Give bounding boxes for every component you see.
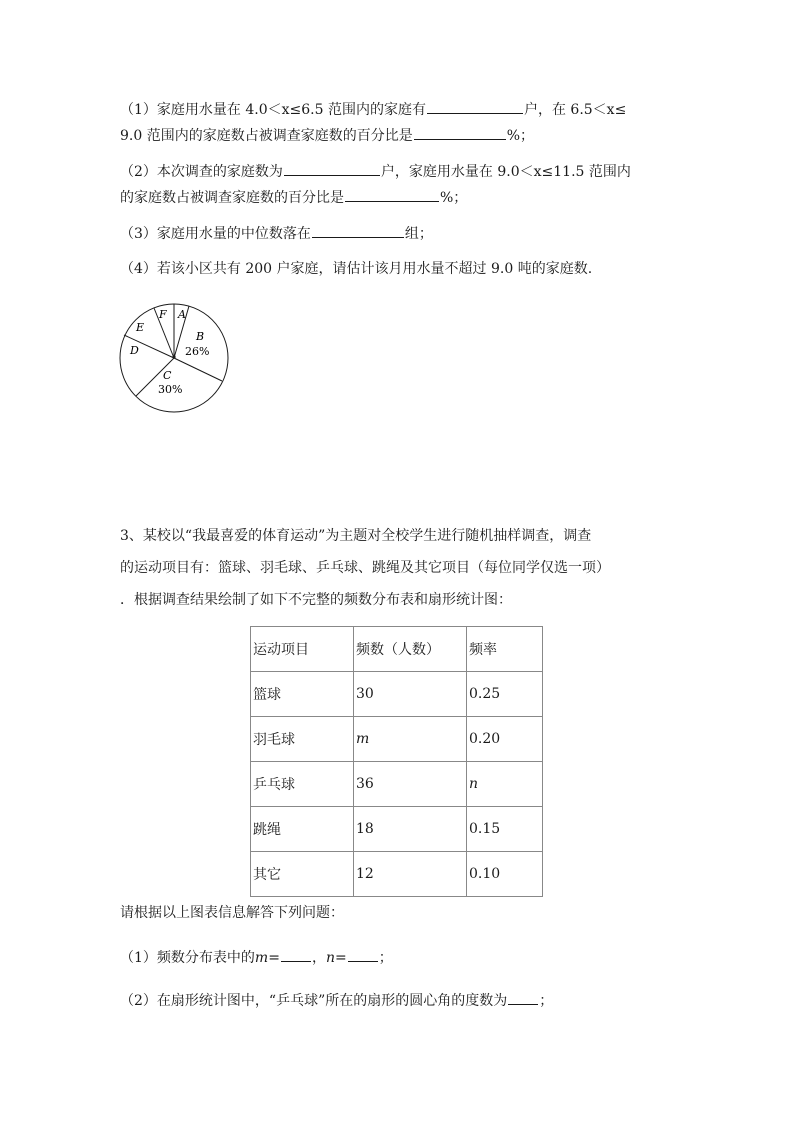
answer-blank[interactable]	[348, 946, 378, 962]
q2-part4-line	[120, 259, 680, 279]
pie-label-f: F	[159, 308, 167, 321]
q3-sub1-line	[120, 946, 680, 968]
equals-sign: =	[334, 950, 347, 966]
table-header-row	[251, 627, 543, 672]
q3-sub2-text: （2）在扇形统计图中，“乒乓球”所在的扇形的圆心角的度数为	[120, 993, 508, 1009]
q3-intro-text-3: ．根据调查结果绘制了如下不完整的频数分布表和扇形统计图：	[120, 592, 512, 608]
answer-blank[interactable]	[281, 946, 311, 962]
q2-part4-text: （4）若该小区共有 200 户家庭，请估计该月用水量不超过 9.0 吨的家庭数.	[120, 261, 593, 277]
q3-intro-line3	[120, 590, 680, 610]
q2-part3-text-b: 组；	[404, 226, 433, 242]
semicolon: ；	[539, 993, 554, 1009]
table-cell: m	[354, 717, 467, 762]
q2-part3-text-a: （3）家庭用水量的中位数落在	[120, 226, 311, 242]
table-row	[251, 762, 543, 807]
pie-label-c: C	[163, 369, 172, 382]
pie-chart-figure	[118, 302, 230, 414]
table-cell: 36	[354, 762, 467, 807]
table-cell: 羽毛球	[251, 717, 354, 762]
q2-part3-line	[120, 222, 680, 244]
answer-blank[interactable]	[312, 222, 404, 238]
q2-part1-line1	[120, 98, 680, 120]
table-cell: 0.25	[467, 672, 543, 717]
answer-blank[interactable]	[345, 186, 439, 202]
table-header-cell: 运动项目	[251, 627, 354, 672]
table-cell: 0.10	[467, 852, 543, 897]
table-cell: 12	[354, 852, 467, 897]
q2-part1-text-d: %；	[506, 128, 535, 144]
q2-part2-text-a: （2）本次调查的家庭数为	[120, 164, 283, 180]
q2-part2-text-c: 的家庭数占被调查家庭数的百分比是	[120, 190, 344, 206]
variable-m: m	[254, 950, 269, 966]
table-cell: n	[467, 762, 543, 807]
equals-sign: =	[268, 950, 280, 966]
pie-label-b: B	[196, 330, 205, 343]
q3-prompt-text: 请根据以上图表信息解答下列问题：	[120, 905, 344, 921]
q3-intro-line2	[120, 558, 680, 578]
q2-part1-text-a: （1）家庭用水量在 4.0＜x≤6.5 范围内的家庭有	[120, 102, 426, 118]
q2-part2-text-b: 户，家庭用水量在 9.0＜x≤11.5 范围内	[380, 164, 631, 180]
pie-center-dot	[172, 355, 175, 358]
q2-part1-text-c: 9.0 范围内的家庭数占被调查家庭数的百分比是	[120, 128, 413, 144]
q2-part1-text-b: 户，在 6.5＜x≤	[523, 102, 627, 118]
pie-percent-b: 26%	[185, 345, 210, 358]
answer-blank[interactable]	[427, 98, 523, 114]
table-cell: 0.15	[467, 807, 543, 852]
table-row	[251, 672, 543, 717]
q2-part1-line2	[120, 124, 680, 146]
answer-blank[interactable]	[284, 160, 380, 176]
comma: ，	[311, 950, 326, 966]
table-row	[251, 717, 543, 762]
pie-percent-c: 30%	[158, 383, 183, 396]
pie-divider	[174, 358, 222, 381]
q3-intro-line1	[120, 526, 680, 546]
table-cell: 乒乓球	[251, 762, 354, 807]
q3-sub1-text: （1）频数分布表中的	[120, 950, 255, 966]
pie-label-e: E	[136, 321, 145, 334]
semicolon: ；	[378, 950, 393, 966]
q3-intro-text-2: 的运动项目有：篮球、羽毛球、乒乓球、跳绳及其它项目（每位同学仅选一项）	[120, 560, 610, 576]
q3-prompt-line	[120, 903, 680, 923]
table-cell: 30	[354, 672, 467, 717]
table-cell: 其它	[251, 852, 354, 897]
q2-part2-line1	[120, 160, 680, 182]
pie-label-a: A	[178, 308, 186, 321]
table-cell: 篮球	[251, 672, 354, 717]
q3-intro-text-1: 3、某校以“我最喜爱的体育运动”为主题对全校学生进行随机抽样调查，调查	[120, 528, 592, 544]
q2-part2-line2	[120, 186, 680, 208]
q2-part2-text-d: %；	[440, 190, 468, 206]
answer-blank[interactable]	[414, 124, 506, 140]
table-header-cell: 频数（人数）	[354, 627, 467, 672]
table-header-cell: 频率	[467, 627, 543, 672]
table-cell: 18	[354, 807, 467, 852]
table-row	[251, 807, 543, 852]
table-cell: 跳绳	[251, 807, 354, 852]
answer-blank[interactable]	[508, 989, 538, 1005]
variable-n: n	[325, 950, 335, 966]
q3-sub2-line	[120, 989, 680, 1011]
pie-label-d: D	[130, 344, 139, 357]
table-cell: 0.20	[467, 717, 543, 762]
frequency-table	[250, 626, 543, 897]
table-row	[251, 852, 543, 897]
